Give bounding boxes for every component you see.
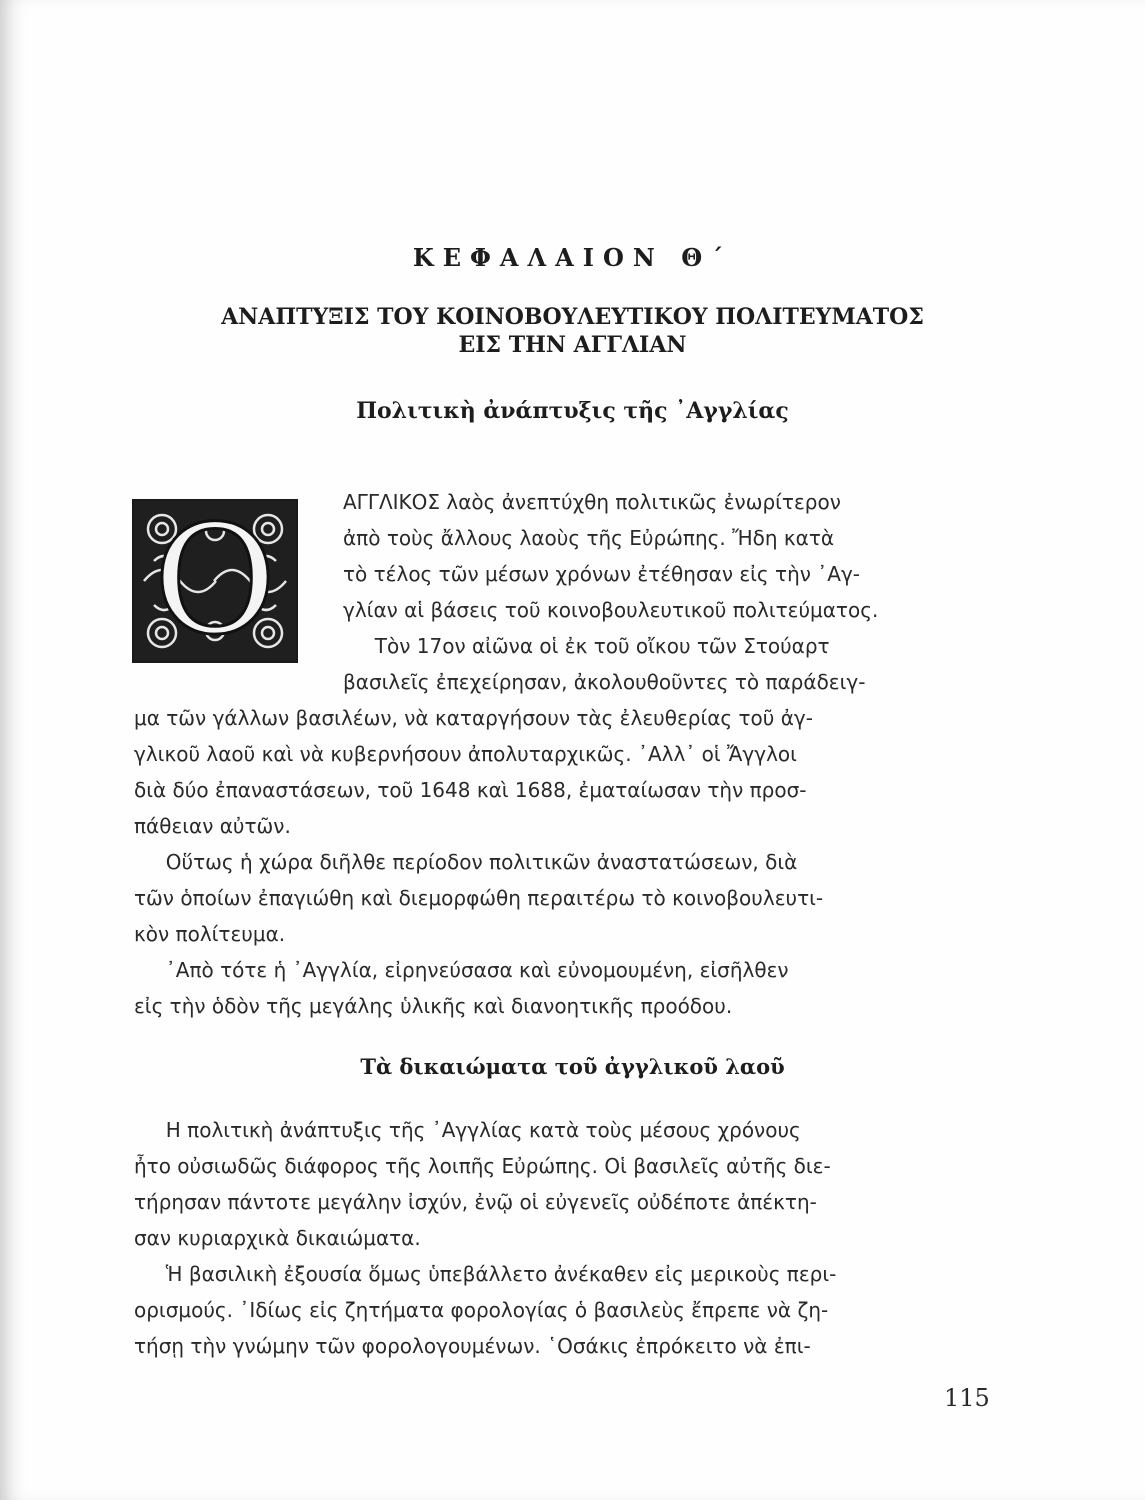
text-line: Η πολιτικὴ ἀνάπτυξις τῆς ᾿Αγγλίας κατὰ τοὺς μέσους χρόνους [134, 1118, 801, 1142]
text-line: τήρησαν πάντοτε μεγάλην ἰσχύν, ἐνῷ οἱ εὐγενεῖς οὐδέποτε ἀπέκτη- [134, 1190, 817, 1214]
text-line: Ἡ βασιλικὴ ἐξουσία ὅμως ὑπεβάλλετο ἀνέκαθεν εἰς μερικοὺς περι- [134, 1262, 837, 1286]
text-line: Τὸν 17ον αἰῶνα οἱ ἐκ τοῦ οἴκου τῶν Στούαρτ [343, 634, 830, 658]
chapter-title: ΚΕΦΑΛΑΙΟΝ Θ΄ [412, 243, 733, 272]
dropcap-letter: Ο [153, 494, 277, 668]
text-line: σαν κυριαρχικὰ δικαιώματα. [134, 1226, 421, 1250]
text-line: μα τῶν γάλλων βασιλέων, νὰ καταργήσουν τὰς ἐλευθερίας τοῦ ἀγ- [134, 706, 813, 730]
decorative-dropcap [132, 494, 298, 668]
text-line: βασιλεῖς ἐπεχείρησαν, ἀκολουθοῦντες τὸ παράδειγ- [343, 670, 866, 694]
chapter-heading-line-1: ΑΝΑΠΤΥΞΙΣ ΤΟΥ ΚΟΙΝΟΒΟΥΛΕΥΤΙΚΟΥ ΠΟΛΙΤΕΥΜΑΤΟΣ [221, 304, 924, 330]
text-line: Οὕτως ἡ χώρα διῆλθε περίοδον πολιτικῶν ἀναστατώσεων, διὰ [134, 850, 798, 874]
text-line: γλίαν αἱ βάσεις τοῦ κοινοβουλευτικοῦ πολιτεύματος. [343, 598, 879, 622]
text-line: κὸν πολίτευμα. [134, 922, 286, 946]
text-line: ἦτο οὐσιωδῶς διάφορος τῆς λοιπῆς Εὐρώπης. Οἱ βασιλεῖς αὐτῆς διε- [134, 1154, 831, 1178]
page-number: 115 [944, 1384, 990, 1412]
text-line: εἰς τὴν ὁδὸν τῆς μεγάλης ὑλικῆς καὶ διανοητικῆς προόδου. [134, 994, 733, 1018]
chapter-heading [0, 303, 1145, 359]
text-line: ἀπὸ τοὺς ἄλλους λαοὺς τῆς Εὐρώπης. Ἤδη κατὰ [343, 526, 835, 550]
text-line: τὸ τέλος τῶν μέσων χρόνων ἐτέθησαν εἰς τὴν ᾿Αγ- [343, 562, 861, 586]
text-line: τῶν ὁποίων ἐπαγιώθη καὶ διεμορφώθη περαιτέρω τὸ κοινοβουλευτι- [134, 886, 824, 910]
text-line: γλικοῦ λαοῦ καὶ νὰ κυβερνήσουν ἀπολυταρχικῶς. ᾿Αλλ᾿ οἱ Ἄγγλοι [134, 742, 797, 766]
text-line: ΑΓΓΛΙΚΟΣ λαὸς ἀνεπτύχθη πολιτικῶς ἐνωρίτερον [343, 490, 841, 514]
text-line: πάθειαν αὐτῶν. [134, 814, 291, 838]
chapter-heading-line-2: ΕΙΣ ΤΗΝ ΑΓΓΛΙΑΝ [458, 332, 687, 358]
text-line: τήσῃ τὴν γνώμην τῶν φορολογουμένων. ῾Οσάκις ἐπρόκειτο νὰ ἐπι- [134, 1334, 811, 1358]
section-title-rights-of-english-people: Τὰ δικαιώματα τοῦ ἀγγλικοῦ λαοῦ [360, 1054, 785, 1079]
text-line: διὰ δύο ἐπαναστάσεων, τοῦ 1648 καὶ 1688, ἐματαίωσαν τὴν προσ- [134, 778, 807, 802]
section-title-political-development: Πολιτικὴ ἀνάπτυξις τῆς ᾿Αγγλίας [356, 398, 789, 424]
text-line: ᾿Απὸ τότε ἡ ᾿Αγγλία, εἰρηνεύσασα καὶ εὐνομουμένη, εἰσῆλθεν [134, 958, 789, 982]
text-line: ορισμούς. ᾿Ιδίως εἰς ζητήματα φορολογίας ὁ βασιλεὺς ἔπρεπε νὰ ζη- [134, 1298, 829, 1322]
